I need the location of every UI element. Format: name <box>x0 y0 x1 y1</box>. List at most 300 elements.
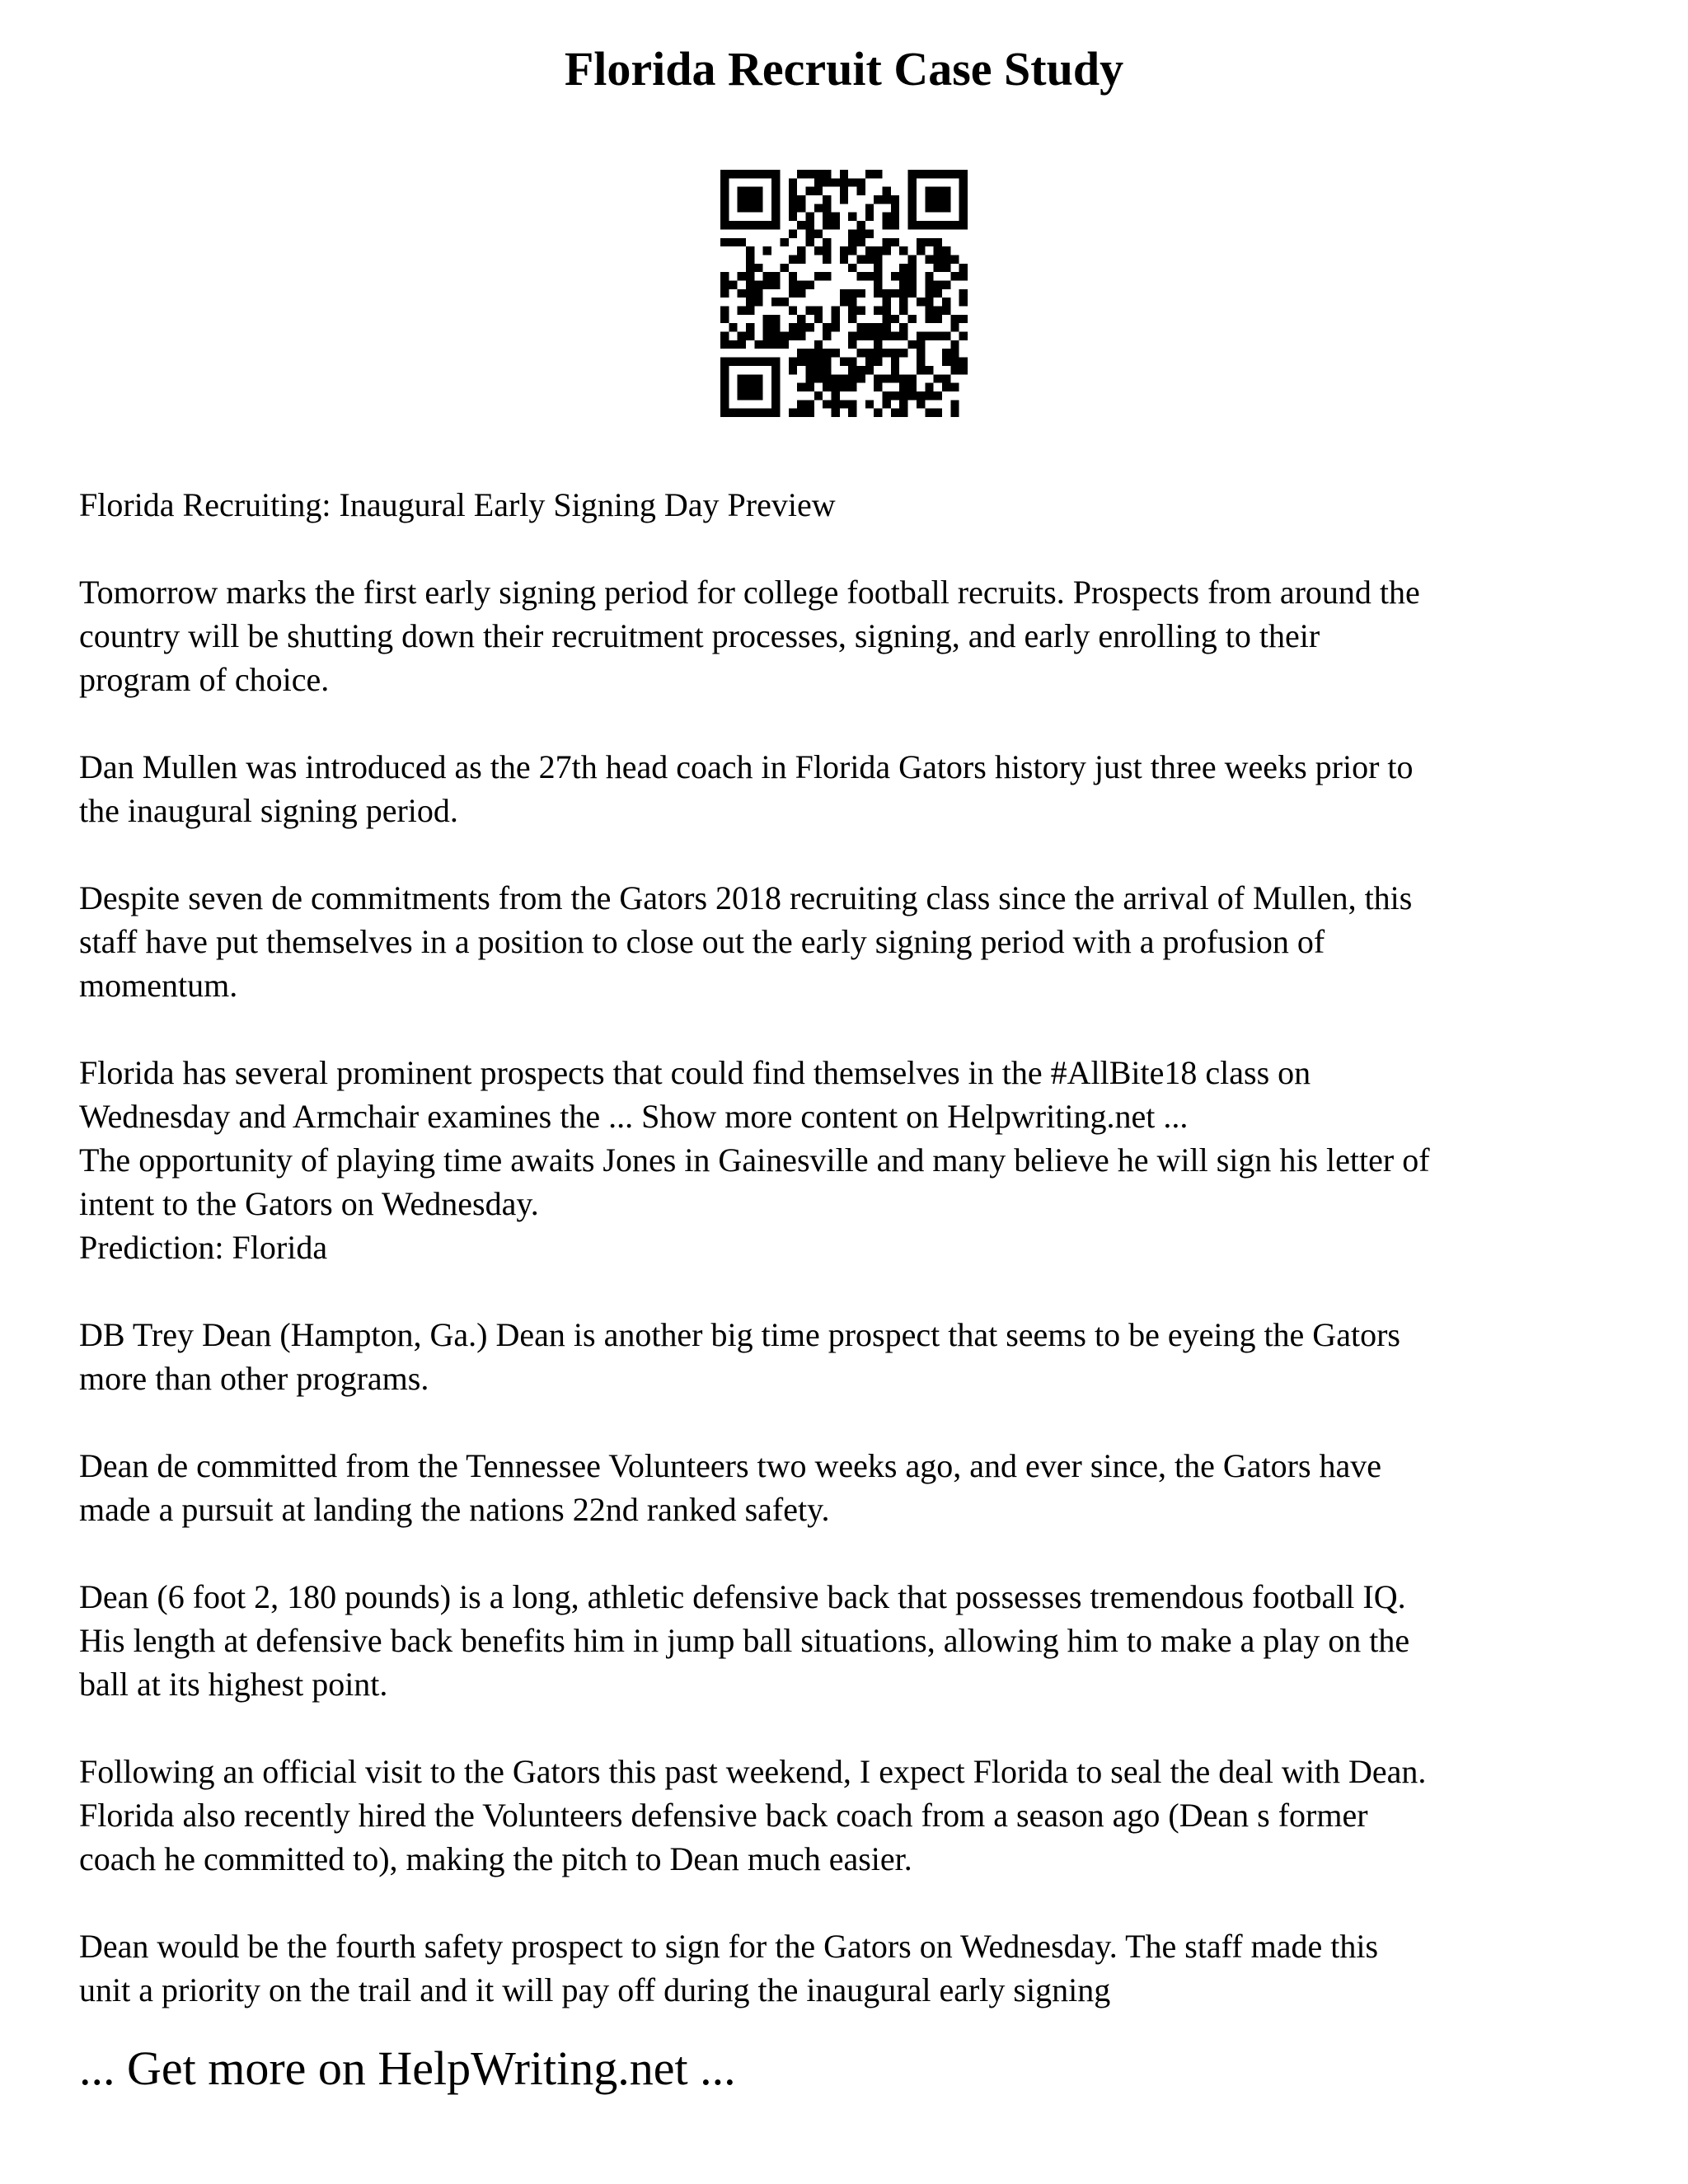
qr-module <box>729 340 737 349</box>
qr-module <box>899 332 907 340</box>
qr-module <box>720 383 729 391</box>
qr-module <box>865 400 874 408</box>
qr-module <box>823 195 831 204</box>
qr-module <box>942 187 950 195</box>
qr-module <box>857 187 865 195</box>
qr-module <box>917 358 925 366</box>
qr-module <box>942 374 950 382</box>
qr-module <box>720 374 729 382</box>
qr-module <box>959 272 968 280</box>
qr-module <box>720 204 729 212</box>
qr-module <box>874 409 882 417</box>
qr-module <box>917 238 925 246</box>
qr-module <box>857 307 865 315</box>
qr-module <box>738 374 746 382</box>
qr-module <box>805 170 814 178</box>
qr-module <box>925 315 933 323</box>
qr-module <box>789 323 797 331</box>
qr-module <box>899 391 907 400</box>
text-line: Wednesday and Armchair examines the ... Show more content on Helpwriting.net ... <box>79 1098 1189 1135</box>
qr-module <box>883 221 891 229</box>
qr-module <box>857 332 865 340</box>
qr-module <box>823 349 831 357</box>
qr-module <box>857 178 865 186</box>
qr-module <box>874 272 882 280</box>
text-line: more than other programs. <box>79 1360 429 1397</box>
qr-module <box>797 280 805 288</box>
qr-module <box>917 246 925 255</box>
qr-module <box>789 204 797 212</box>
text-line: Dean (6 foot 2, 180 pounds) is a long, athletic defensive back that possesses tremendous football IQ. <box>79 1578 1406 1615</box>
qr-module <box>771 204 780 212</box>
qr-module <box>883 323 891 331</box>
qr-module <box>746 272 754 280</box>
qr-module <box>891 221 899 229</box>
qr-module <box>934 391 942 400</box>
qr-module <box>959 178 968 186</box>
qr-module <box>840 178 848 186</box>
qr-module <box>848 315 856 323</box>
text-line: Dean de committed from the Tennessee Volunteers two weeks ago, and ever since, the Gators have <box>79 1447 1382 1484</box>
qr-module <box>746 298 754 306</box>
qr-module <box>908 255 917 263</box>
qr-module <box>754 358 762 366</box>
qr-module <box>874 264 882 272</box>
qr-module <box>934 332 942 340</box>
qr-module <box>950 323 959 331</box>
qr-module <box>857 289 865 298</box>
qr-module <box>805 213 814 221</box>
qr-module <box>823 400 831 408</box>
qr-module <box>925 298 933 306</box>
qr-module <box>908 280 917 288</box>
qr-module <box>865 204 874 212</box>
qr-module <box>942 246 950 255</box>
qr-module <box>738 307 746 315</box>
qr-module <box>831 323 839 331</box>
qr-module <box>771 195 780 204</box>
qr-module <box>848 178 856 186</box>
qr-module <box>865 272 874 280</box>
qr-module <box>874 323 882 331</box>
qr-module <box>746 383 754 391</box>
qr-module <box>831 315 839 323</box>
qr-module <box>883 246 891 255</box>
qr-module <box>789 409 797 417</box>
qr-module <box>831 307 839 315</box>
qr-module <box>925 383 933 391</box>
qr-module <box>746 221 754 229</box>
qr-module <box>899 289 907 298</box>
qr-module <box>925 289 933 298</box>
qr-module <box>823 332 831 340</box>
qr-module <box>805 307 814 315</box>
qr-module <box>831 391 839 400</box>
text-line: intent to the Gators on Wednesday. <box>79 1185 539 1222</box>
qr-module <box>934 307 942 315</box>
qr-module <box>917 340 925 349</box>
qr-module <box>805 409 814 417</box>
qr-module <box>883 332 891 340</box>
qr-module <box>891 391 899 400</box>
qr-module <box>848 366 856 374</box>
qr-module <box>823 358 831 366</box>
qr-module <box>823 366 831 374</box>
paragraph <box>79 1575 1629 1706</box>
qr-module <box>874 340 882 349</box>
qr-module <box>814 391 823 400</box>
qr-module <box>729 238 737 246</box>
text-line: Dan Mullen was introduced as the 27th head coach in Florida Gators history just three weeks prior to <box>79 748 1414 785</box>
qr-module <box>942 358 950 366</box>
qr-module <box>814 272 823 280</box>
qr-module <box>908 221 917 229</box>
qr-module <box>899 383 907 391</box>
qr-module <box>848 358 856 366</box>
qr-module <box>789 195 797 204</box>
qr-module <box>754 280 762 288</box>
qr-module <box>908 383 917 391</box>
qr-module <box>908 213 917 221</box>
qr-module <box>857 255 865 263</box>
paragraph <box>79 1750 1629 1881</box>
qr-module <box>865 255 874 263</box>
qr-module <box>720 238 729 246</box>
qr-module <box>848 213 856 221</box>
qr-module <box>814 187 823 195</box>
qr-module <box>729 358 737 366</box>
qr-module <box>925 391 933 400</box>
qr-module <box>823 213 831 221</box>
qr-module <box>942 255 950 263</box>
qr-module <box>797 289 805 298</box>
qr-module <box>805 323 814 331</box>
qr-module <box>899 280 907 288</box>
qr-module <box>840 358 848 366</box>
qr-module <box>831 213 839 221</box>
qr-module <box>959 170 968 178</box>
qr-module <box>763 340 771 349</box>
qr-module <box>959 315 968 323</box>
qr-module <box>899 264 907 272</box>
qr-module <box>925 204 933 212</box>
qr-module <box>771 221 780 229</box>
qr-module <box>831 221 839 229</box>
qr-module <box>865 213 874 221</box>
qr-module <box>738 409 746 417</box>
qr-module <box>729 221 737 229</box>
qr-module <box>874 383 882 391</box>
qr-module <box>720 358 729 366</box>
text-line: Florida Recruiting: Inaugural Early Signing Day Preview <box>79 486 836 523</box>
qr-module <box>823 323 831 331</box>
qr-module <box>899 400 907 408</box>
qr-module <box>891 366 899 374</box>
qr-module <box>805 400 814 408</box>
qr-module <box>754 374 762 382</box>
qr-module <box>805 229 814 237</box>
qr-module <box>763 315 771 323</box>
qr-module <box>865 332 874 340</box>
paragraph <box>79 876 1629 1007</box>
qr-module <box>840 289 848 298</box>
qr-module <box>908 315 917 323</box>
text-line: The opportunity of playing time awaits Jones in Gainesville and many believe he will sign his letter of <box>79 1141 1430 1179</box>
qr-module <box>763 409 771 417</box>
qr-module <box>780 340 788 349</box>
qr-module <box>814 358 823 366</box>
qr-module <box>942 264 950 272</box>
qr-module <box>797 358 805 366</box>
qr-module <box>754 298 762 306</box>
qr-module <box>891 332 899 340</box>
qr-module <box>891 409 899 417</box>
qr-module <box>891 358 899 366</box>
qr-module <box>746 307 754 315</box>
qr-module <box>917 400 925 408</box>
qr-module <box>754 187 762 195</box>
qr-module <box>934 315 942 323</box>
qr-module <box>805 187 814 195</box>
qr-module <box>950 383 959 391</box>
qr-module <box>738 332 746 340</box>
qr-module <box>771 272 780 280</box>
qr-module <box>754 264 762 272</box>
article-body <box>79 483 1629 2055</box>
qr-module <box>942 280 950 288</box>
qr-module <box>950 255 959 263</box>
qr-module <box>771 332 780 340</box>
qr-module <box>771 170 780 178</box>
qr-module <box>797 323 805 331</box>
qr-module <box>831 383 839 391</box>
qr-module <box>746 391 754 400</box>
qr-module <box>797 349 805 357</box>
qr-module <box>746 280 754 288</box>
qr-module <box>720 391 729 400</box>
qr-module <box>720 332 729 340</box>
text-line: country will be shutting down their recruitment processes, signing, and early enrolling to their <box>79 617 1320 654</box>
qr-module <box>754 391 762 400</box>
qr-module <box>950 358 959 366</box>
qr-module <box>917 221 925 229</box>
qr-module <box>823 178 831 186</box>
qr-module <box>771 187 780 195</box>
qr-module <box>908 264 917 272</box>
qr-module <box>797 170 805 178</box>
qr-module <box>823 204 831 212</box>
qr-module <box>942 221 950 229</box>
qr-module <box>883 374 891 382</box>
qr-module <box>720 187 729 195</box>
qr-module <box>950 349 959 357</box>
qr-module <box>883 195 891 204</box>
qr-module <box>959 204 968 212</box>
qr-module <box>899 323 907 331</box>
qr-module <box>738 238 746 246</box>
paragraph <box>79 1051 1629 1269</box>
qr-module <box>891 272 899 280</box>
qr-module <box>720 340 729 349</box>
qr-module <box>874 332 882 340</box>
qr-module <box>925 238 933 246</box>
paragraph <box>79 745 1629 832</box>
qr-module <box>789 178 797 186</box>
qr-module <box>865 246 874 255</box>
qr-module <box>891 374 899 382</box>
qr-module <box>720 170 729 178</box>
qr-module <box>942 383 950 391</box>
qr-module <box>857 323 865 331</box>
qr-module <box>899 349 907 357</box>
text-line: program of choice. <box>79 661 330 698</box>
qr-module <box>789 213 797 221</box>
qr-module <box>959 213 968 221</box>
qr-module <box>908 289 917 298</box>
qr-module <box>848 340 856 349</box>
qr-module <box>754 383 762 391</box>
qr-module <box>934 221 942 229</box>
qr-module <box>831 400 839 408</box>
qr-module <box>950 272 959 280</box>
qr-module <box>848 238 856 246</box>
qr-module <box>789 280 797 288</box>
text-line: Dean would be the fourth safety prospect to sign for the Gators on Wednesday. The staff made this <box>79 1928 1379 1965</box>
qr-module <box>763 221 771 229</box>
qr-module <box>917 391 925 400</box>
qr-module <box>925 195 933 204</box>
qr-module <box>823 374 831 382</box>
qr-module <box>883 307 891 315</box>
qr-module <box>720 289 729 298</box>
qr-module <box>797 195 805 204</box>
qr-module <box>771 366 780 374</box>
qr-module <box>959 264 968 272</box>
text-line: Tomorrow marks the first early signing period for college football recruits. Prospects from around the <box>79 574 1420 611</box>
qr-module <box>950 366 959 374</box>
qr-module <box>925 272 933 280</box>
qr-module <box>934 187 942 195</box>
qr-module <box>831 409 839 417</box>
qr-module <box>797 255 805 263</box>
qr-module <box>865 323 874 331</box>
qr-module <box>857 221 865 229</box>
qr-module <box>883 238 891 246</box>
paragraph <box>79 570 1629 701</box>
qr-module <box>865 170 874 178</box>
qr-module <box>934 255 942 263</box>
qr-module <box>865 366 874 374</box>
qr-module <box>899 298 907 306</box>
qr-module <box>789 332 797 340</box>
qr-module <box>942 204 950 212</box>
qr-module <box>840 187 848 195</box>
qr-module <box>959 289 968 298</box>
paragraph <box>79 483 1629 527</box>
qr-module <box>891 204 899 212</box>
qr-module <box>754 195 762 204</box>
text-line: made a pursuit at landing the nations 22nd ranked safety. <box>79 1491 830 1528</box>
qr-module <box>959 298 968 306</box>
qr-module <box>874 255 882 263</box>
qr-module <box>771 358 780 366</box>
qr-module <box>754 289 762 298</box>
text-line: DB Trey Dean (Hampton, Ga.) Dean is another big time prospect that seems to be eyeing the Gators <box>79 1316 1400 1353</box>
qr-module <box>874 358 882 366</box>
qr-module <box>950 340 959 349</box>
qr-module <box>789 366 797 374</box>
qr-module <box>814 315 823 323</box>
qr-module <box>738 170 746 178</box>
qr-module <box>797 246 805 255</box>
qr-module <box>899 272 907 280</box>
qr-module <box>891 238 899 246</box>
qr-module <box>959 221 968 229</box>
qr-module <box>857 238 865 246</box>
qr-module <box>746 374 754 382</box>
qr-module <box>925 255 933 263</box>
qr-module <box>925 409 933 417</box>
qr-module <box>883 187 891 195</box>
qr-module <box>771 391 780 400</box>
qr-module <box>908 170 917 178</box>
qr-module <box>746 358 754 366</box>
qr-module <box>805 358 814 366</box>
qr-module <box>823 170 831 178</box>
qr-module <box>908 204 917 212</box>
qr-module <box>908 195 917 204</box>
qr-module <box>797 204 805 212</box>
qr-module <box>754 221 762 229</box>
qr-module <box>763 246 771 255</box>
qr-module <box>720 195 729 204</box>
qr-module <box>780 332 788 340</box>
qr-module <box>763 323 771 331</box>
qr-module <box>746 170 754 178</box>
get-more-link[interactable]: ... Get more on HelpWriting.net ... <box>79 2041 736 2095</box>
qr-module <box>848 298 856 306</box>
qr-module <box>738 195 746 204</box>
qr-module <box>720 221 729 229</box>
qr-module <box>746 204 754 212</box>
qr-module <box>746 264 754 272</box>
qr-module <box>917 298 925 306</box>
qr-module <box>950 400 959 408</box>
qr-module <box>729 409 737 417</box>
qr-module <box>720 409 729 417</box>
qr-module <box>720 400 729 408</box>
qr-module <box>814 307 823 315</box>
qr-module <box>780 298 788 306</box>
qr-module <box>925 366 933 374</box>
qr-module <box>823 383 831 391</box>
qr-module <box>883 400 891 408</box>
qr-module <box>746 332 754 340</box>
qr-module <box>720 213 729 221</box>
qr-module <box>874 170 882 178</box>
qr-module <box>934 170 942 178</box>
qr-module <box>848 246 856 255</box>
paragraph <box>79 1924 1629 2012</box>
qr-module <box>883 298 891 306</box>
qr-module <box>763 272 771 280</box>
qr-module <box>746 187 754 195</box>
qr-module <box>746 409 754 417</box>
qr-module <box>771 298 780 306</box>
qr-module <box>950 409 959 417</box>
qr-module <box>925 332 933 340</box>
qr-module <box>883 289 891 298</box>
